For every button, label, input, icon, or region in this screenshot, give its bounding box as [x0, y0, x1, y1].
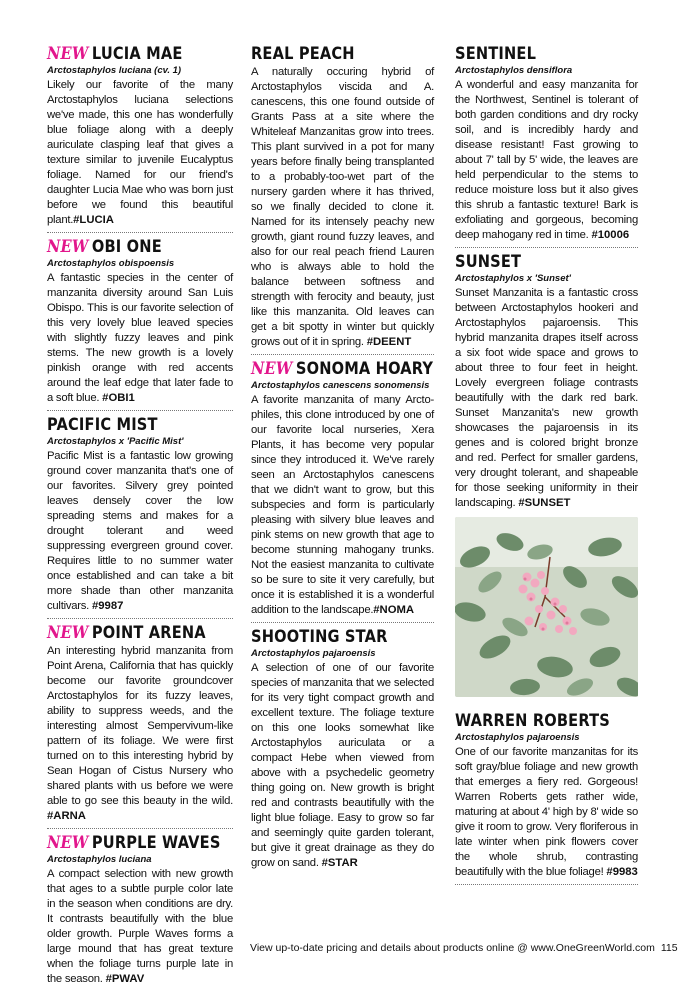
product-code: #9983 — [606, 866, 638, 878]
product-code: #9987 — [91, 600, 124, 612]
entry-description: Pacific Mist is a fantastic low growing ground cover manzanita that's one of our favorites. Silvery grey pointed leaves densely cover the low spreading stems and makes for a drought tolerant and weed suppressing evergreen ground cover. Requires little to no summer water once established and can take a bit more shade than other manzanita cultivars. #9987 — [47, 450, 233, 612]
entry-shooting-star — [251, 627, 434, 871]
latin-name: Arctostaphylos luciana (cv. 1) — [47, 65, 182, 76]
entry-description: Likely our favorite of the many Arctostaphylos luciana selections we've made, this one has wonderfully blue foliage along with a deeply auriculate clasping leaf that gives a texture similar to juvenile Eucalyptus foliage. Named for our friend's daughter Lucia Mae who was born just before we found this beautiful plant.#LUCIA — [47, 79, 233, 226]
latin-name: Arctostaphylos x 'Sunset' — [455, 273, 571, 284]
new-badge: NEW — [47, 833, 89, 853]
entry-header — [455, 252, 612, 272]
footer-text: View up-to-date pricing and details about products online @ www.OneGreenWorld.com — [250, 942, 655, 954]
divider — [455, 247, 638, 248]
entry-title: SHOOTING STAR — [251, 627, 388, 647]
divider — [47, 828, 233, 829]
latin-name: Arctostaphylos densiflora — [455, 65, 573, 76]
entry-sunset — [455, 252, 638, 511]
product-code: #OBI1 — [102, 392, 135, 404]
entry-description: A favorite manzanita of many Arcto-philes, this clone introduced by one of our favorite local nurseries, Xera Plants, it has become very popular since they introduced it. We've rarely seen an Arctostaphylos canescens that we didn't want to grow, but this subspecies and form is particularly pleasing with silvery blue leaves and pink stems on new growth that age to become stunning mahogany trunks. Not the easiest manzanita to cultivate so be sure to site it very carefully, but once it is established it is a wonderful addition to the landscape.#NOMA — [251, 394, 434, 616]
entry-title: PURPLE WAVES — [91, 833, 221, 853]
entry-sentinel — [455, 44, 638, 243]
entry-description: A fantastic species in the center of manzanita diversity around San Luis Obispo. This is our favorite selection of this very lovely blue leaved species with slightly fuzzy leaves and pink stems. The new growth is a lovely pinkish orange with red accents around the leaf edge that later fade to a soft blue. #OBI1 — [47, 272, 233, 404]
entry-header — [251, 359, 434, 379]
latin-name: Arctostaphylos pajaroensis — [455, 732, 580, 743]
entry-header — [47, 833, 221, 853]
entry-description: One of our favorite manzanitas for its soft gray/blue foliage and new growth that emerges a fiery red. Gorgeous! Warren Roberts gets rather wide, maturing at about 4' high by 8' wide so give it room to grow. Very floriferous in late winter when pink flowers cover the whole shrub, contrasting beautifully with the blue foliage! #9983 — [455, 746, 638, 878]
divider — [251, 354, 434, 355]
entry-title: WARREN ROBERTS — [455, 711, 610, 731]
entry-obi-one — [47, 237, 233, 406]
latin-name: Arctostaphylos obispoensis — [47, 258, 175, 269]
entry-header — [47, 44, 207, 64]
divider — [47, 232, 233, 233]
entry-title: POINT ARENA — [91, 623, 206, 643]
product-code: #ARNA — [47, 810, 86, 822]
product-code: #SUNSET — [518, 497, 571, 509]
page-footer — [250, 942, 678, 954]
product-code: #10006 — [591, 229, 630, 241]
entry-description: A selection of one of our favorite species of manzanita that we selected for its very tight compact growth and excellent texture. The foliage texture on this one looks somewhat like Arctostaphylos auriculata or a compact Hebe when viewed from above with a psychedelic geometry thing going on. New growth is bright red and contrasts beautifully with the light blue foliage. Easy to grow so far and seemingly quite garden tolerant, but give it great drainage as they do grow on sand. #STAR — [251, 662, 434, 869]
entry-pacific-mist — [47, 415, 233, 614]
divider — [47, 618, 233, 619]
entry-warren-roberts — [455, 711, 638, 880]
entry-sonoma-hoary — [251, 359, 434, 618]
entry-header — [455, 711, 612, 731]
entry-title: REAL PEACH — [251, 44, 355, 64]
latin-name: Arctostaphylos canescens sonomensis — [251, 380, 430, 391]
product-code: #STAR — [321, 857, 358, 869]
entry-description: A naturally occuring hybrid of Arctostaphylos viscida and A. canescens, this one found outside of Grants Pass at a site where the Whiteleaf Manzanitas grow into trees. This plant survived in a pot for many years before finally being transplanted to a probably-too-wet part of the nursery garden where it has thrived, so we finally decided to clone it. Named for its intensely peachy new growth, giant round fuzzy leaves, and also for our real peach friend Lauren who is always able to hold the balance between softness and strength with ferocity and beauty, just like this manzanita. Old leaves can get a bit spotty in winter but quickly grows out of it in spring. #DEENT — [251, 66, 434, 348]
entry-purple-waves — [47, 833, 233, 987]
new-badge: NEW — [47, 237, 89, 257]
divider — [455, 884, 638, 885]
new-badge: NEW — [47, 623, 89, 643]
product-code: #LUCIA — [73, 214, 114, 226]
product-code: #PWAV — [105, 973, 145, 985]
entry-header — [47, 415, 207, 435]
entry-title: LUCIA MAE — [91, 44, 183, 64]
entry-title: SONOMA HOARY — [295, 359, 434, 379]
column-middle — [251, 44, 434, 871]
entry-title: PACIFIC MIST — [47, 415, 158, 435]
divider — [47, 410, 233, 411]
column-right — [455, 44, 638, 889]
new-badge: NEW — [251, 359, 293, 379]
column-left — [47, 44, 233, 987]
plant-photo — [455, 517, 638, 697]
entry-point-arena — [47, 623, 233, 824]
product-code: #DEENT — [366, 336, 412, 348]
entry-header — [47, 237, 207, 257]
entry-lucia-mae — [47, 44, 233, 228]
entry-header — [251, 44, 408, 64]
entry-real-peach — [251, 44, 434, 350]
entry-header — [251, 627, 408, 647]
entry-header — [455, 44, 612, 64]
page-number: 115 — [660, 942, 678, 954]
entry-title: SUNSET — [455, 252, 522, 272]
entry-header — [47, 623, 207, 643]
entry-title: SENTINEL — [455, 44, 537, 64]
entry-title: OBI ONE — [91, 237, 162, 257]
entry-description: An interesting hybrid manzanita from Point Arena, California that has quickly become our favorite groundcover Arctostaphylos for its fuzzy leaves, ability to suppress weeds, and the interesting almost Sempervivum-like pattern of its foliage. We were first turned on to this interesting hybrid by Sean Hogan of Cistus Nursery who shared plants with us before we were able to go see this beauty in the wild. #ARNA — [47, 645, 233, 822]
new-badge: NEW — [47, 44, 89, 64]
latin-name: Arctostaphylos luciana — [47, 854, 152, 865]
latin-name: Arctostaphylos pajaroensis — [251, 648, 376, 659]
entry-description: A compact selection with new growth that ages to a subtle purple color late in the season when conditions are dry. It contrasts beautifully with the blue older growth. Purple Waves forms a large mound that has great texture when the foliage turns purple late in the season. #PWAV — [47, 868, 233, 985]
divider — [251, 622, 434, 623]
latin-name: Arctostaphylos x 'Pacific Mist' — [47, 436, 184, 447]
product-code: #NOMA — [373, 604, 415, 616]
entry-description: Sunset Manzanita is a fantastic cross between Arctostaphylos hookeri and Arctostaphylos pajaroensis. This hybrid manzanita drapes itself across a six foot wide space and grows to about three to four feet in height. Lovely evergreen foliage contrasts beautifully with the dark red bark. Sunset Manzanita's new growth showcases the pajaroensis in its genes and is colored bright bronze and red. Perfect for smaller gardens, very drought tolerant, and shapeable for those seeking uniformity in their landscaping. #SUNSET — [455, 287, 638, 509]
entry-description: A wonderful and easy manzanita for the Northwest, Sentinel is tolerant of both garden conditions and dry rocky soil, and is incredibly hardy and disease resistant! Fast growing to about 7' tall by 5' wide, the leaves are held perpendicular to the stems to reduce moisture loss but it also gives this shrub a fantastic texture! Bark is exfoliating and gorgeous, becoming deep mahogany red in time. #10006 — [455, 79, 638, 241]
